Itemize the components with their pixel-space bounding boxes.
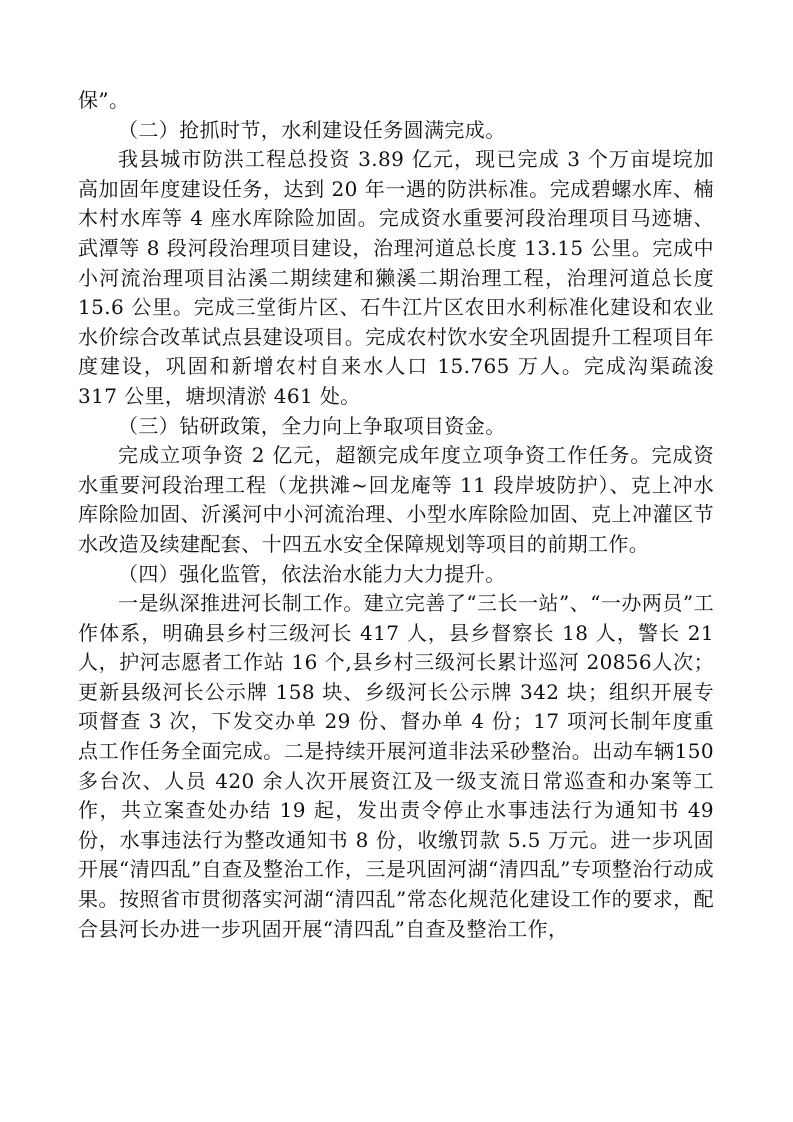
section-heading-4: （四）强化监管，依法治水能力大力提升。 xyxy=(118,561,506,586)
construction-paragraph: 我县城市防洪工程总投资 3.89 亿元，现已完成 3 个万亩堤垸加高加固年度建设任务，达到 20 年一遇的防洪标准。完成碧螺水库、楠木村水库等 4 座水库除险加固。完成资水重要河段治理项目马迹塘、武潭等 8 段河段治理项目建设，治理河道总长度 13.15 公里。完成中小河流治理项目沾溪二期续建和獭溪二期治理工程，治理河道总长度 15.6 公里。完成三堂街片区、石牛江片区农田水利标准化建设和农业水价综合改革试点县建设项目。完成农村饮水安全巩固提升工程项目年度建设，巩固和新增农村自来水人口 15.765 万人。完成沟渠疏浚 317 公里，塘坝清淤 461 处。 xyxy=(78,147,714,408)
section-heading-2: （二）抢抓时节，水利建设任务圆满完成。 xyxy=(118,117,506,142)
section-heading-3: （三）钻研政策，全力向上争取项目资金。 xyxy=(118,413,506,438)
continuation-paragraph: 保”。 xyxy=(78,88,130,112)
document-body xyxy=(78,86,714,944)
supervision-paragraph: 一是纵深推进河长制工作。建立完善了“三长一站”、“一办两员”工作体系，明确县乡村三级河长 417 人，县乡督察长 18 人，警长 21 人，护河志愿者工作站 16 个,县乡村三级河长累计巡河 20856人次；更新县级河长公示牌 158 块、乡级河长公示牌 342 块；组织开展专项督查 3 次，下发交办单 29 份、督办单 4 份；17 项河长制年度重点工作任务全面完成。二是持续开展河道非法采砂整治。出动车辆150 多台次、人员 420 余人次开展资江及一级支流日常巡查和办案等工作，共立案查处办结 19 起，发出责令停止水事违法行为通知书 49份，水事违法行为整改通知书 8 份，收缴罚款 5.5 万元。进一步巩固开展“清四乱”自查及整治工作，三是巩固河湖“清四乱”专项整治行动成果。按照省市贯彻落实河湖“清四乱”常态化规范化建设工作的要求，配合县河长办进一步巩固开展“清四乱”自查及整治工作， xyxy=(78,591,714,941)
funding-paragraph: 完成立项争资 2 亿元，超额完成年度立项争资工作任务。完成资水重要河段治理工程（龙拱滩~回龙庵等 11 段岸坡防护）、克上冲水库除险加固、沂溪河中小河流治理、小型水库除险加固、克上冲灌区节水改造及续建配套、十四五水安全保障规划等项目的前期工作。 xyxy=(78,443,714,556)
